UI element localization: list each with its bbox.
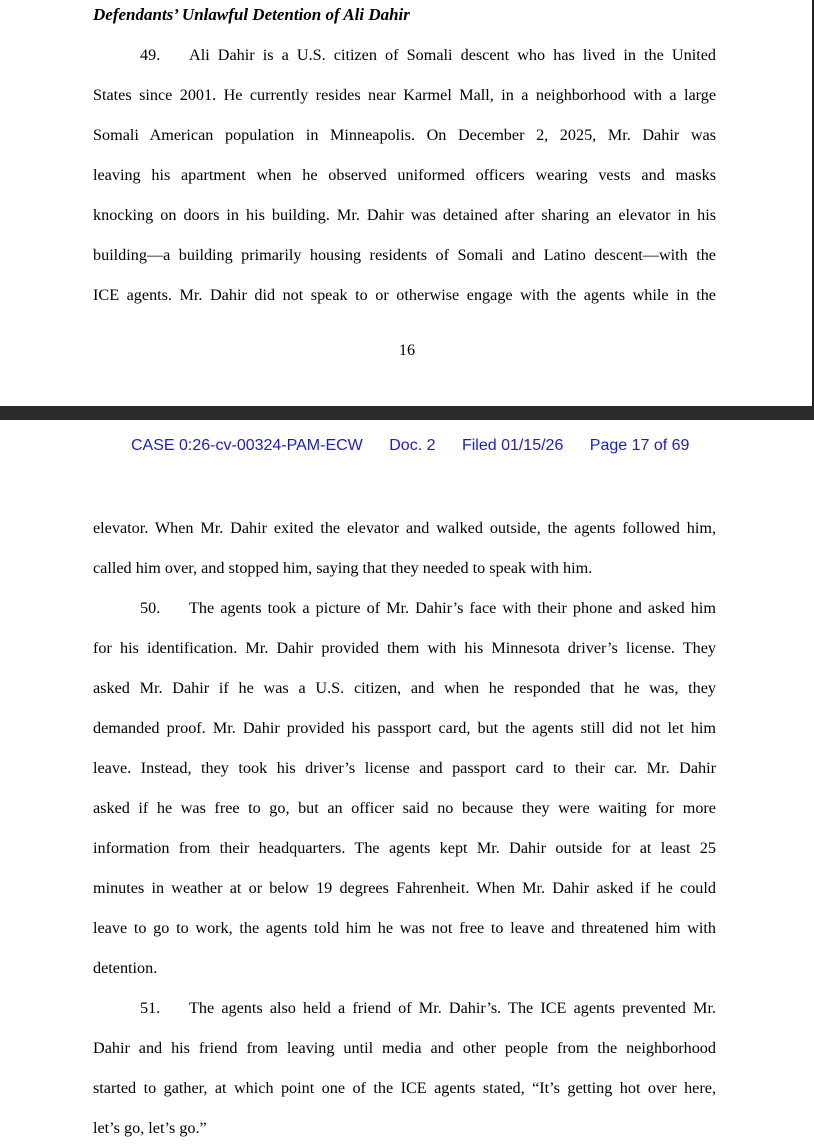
paragraph-50-line: minutes in weather at or below 19 degrees Fahrenheit. When Mr. Dahir asked if he could [93, 879, 716, 897]
paragraph-49-line: ICE agents. Mr. Dahir did not speak to or otherwise engage with the agents while in the [93, 286, 716, 304]
paragraph-51-line: Dahir and his friend from leaving until media and other people from the neighborhood [93, 1039, 716, 1057]
paragraph-50-line: asked if he was free to go, but an officer said no because they were waiting for more [93, 799, 716, 817]
paragraph-number: 51. [140, 999, 161, 1017]
paragraph-50-line: leave to go to work, the agents told him he was not free to leave and threatened him with [93, 919, 716, 937]
paragraph-51-line: let’s go, let’s go.” [93, 1119, 207, 1137]
paragraph-49-line: 49. Ali Dahir is a U.S. citizen of Somali descent who has lived in the United [93, 45, 716, 65]
paragraph-50-line: information from their headquarters. The agents kept Mr. Dahir outside for at least 25 [93, 839, 716, 857]
case-number: CASE 0:26-cv-00324-PAM-ECW [131, 437, 363, 454]
paragraph-51-line: started to gather, at which point one of the ICE agents stated, “It’s getting hot over here, [93, 1079, 716, 1097]
paragraph-number: 49. [140, 46, 161, 64]
paragraph-51-line: 51. The agents also held a friend of Mr. Dahir’s. The ICE agents prevented Mr. [93, 998, 716, 1018]
paragraph-50-line: demanded proof. Mr. Dahir provided his passport card, but the agents still did not let him [93, 719, 716, 737]
paragraph-50-line: detention. [93, 959, 158, 977]
paragraph-49-line: building—a building primarily housing residents of Somali and Latino descent—with the [93, 246, 716, 264]
section-heading: Defendants’ Unlawful Detention of Ali Dahir [93, 5, 410, 24]
paragraph-49-line: Somali American population in Minneapolis. On December 2, 2025, Mr. Dahir was [93, 126, 716, 144]
paragraph-50-line: asked Mr. Dahir if he was a U.S. citizen, and when he responded that he was, they [93, 679, 716, 697]
case-header [131, 436, 689, 456]
paragraph-number: 50. [140, 599, 161, 617]
page-count: Page 17 of 69 [589, 437, 690, 454]
continuation-line: called him over, and stopped him, saying that they needed to speak with him. [93, 559, 593, 577]
page-number: 16 [398, 341, 416, 359]
paragraph-50-line: for his identification. Mr. Dahir provided them with his Minnesota driver’s license. They [93, 639, 716, 657]
doc-number: Doc. 2 [389, 437, 436, 454]
paragraph-50-line: 50. The agents took a picture of Mr. Dahir’s face with their phone and asked him [93, 598, 716, 618]
continuation-line: elevator. When Mr. Dahir exited the elevator and walked outside, the agents followed him, [93, 519, 716, 537]
filed-date: Filed 01/15/26 [461, 437, 564, 454]
page-divider [0, 406, 814, 420]
paragraph-49-line: knocking on doors in his building. Mr. Dahir was detained after sharing an elevator in his [93, 206, 716, 224]
paragraph-49-line: States since 2001. He currently resides near Karmel Mall, in a neighborhood with a large [93, 86, 716, 104]
paragraph-49-line: leaving his apartment when he observed uniformed officers wearing vests and masks [93, 166, 716, 184]
paragraph-50-line: leave. Instead, they took his driver’s license and passport card to their car. Mr. Dahir [93, 759, 716, 777]
